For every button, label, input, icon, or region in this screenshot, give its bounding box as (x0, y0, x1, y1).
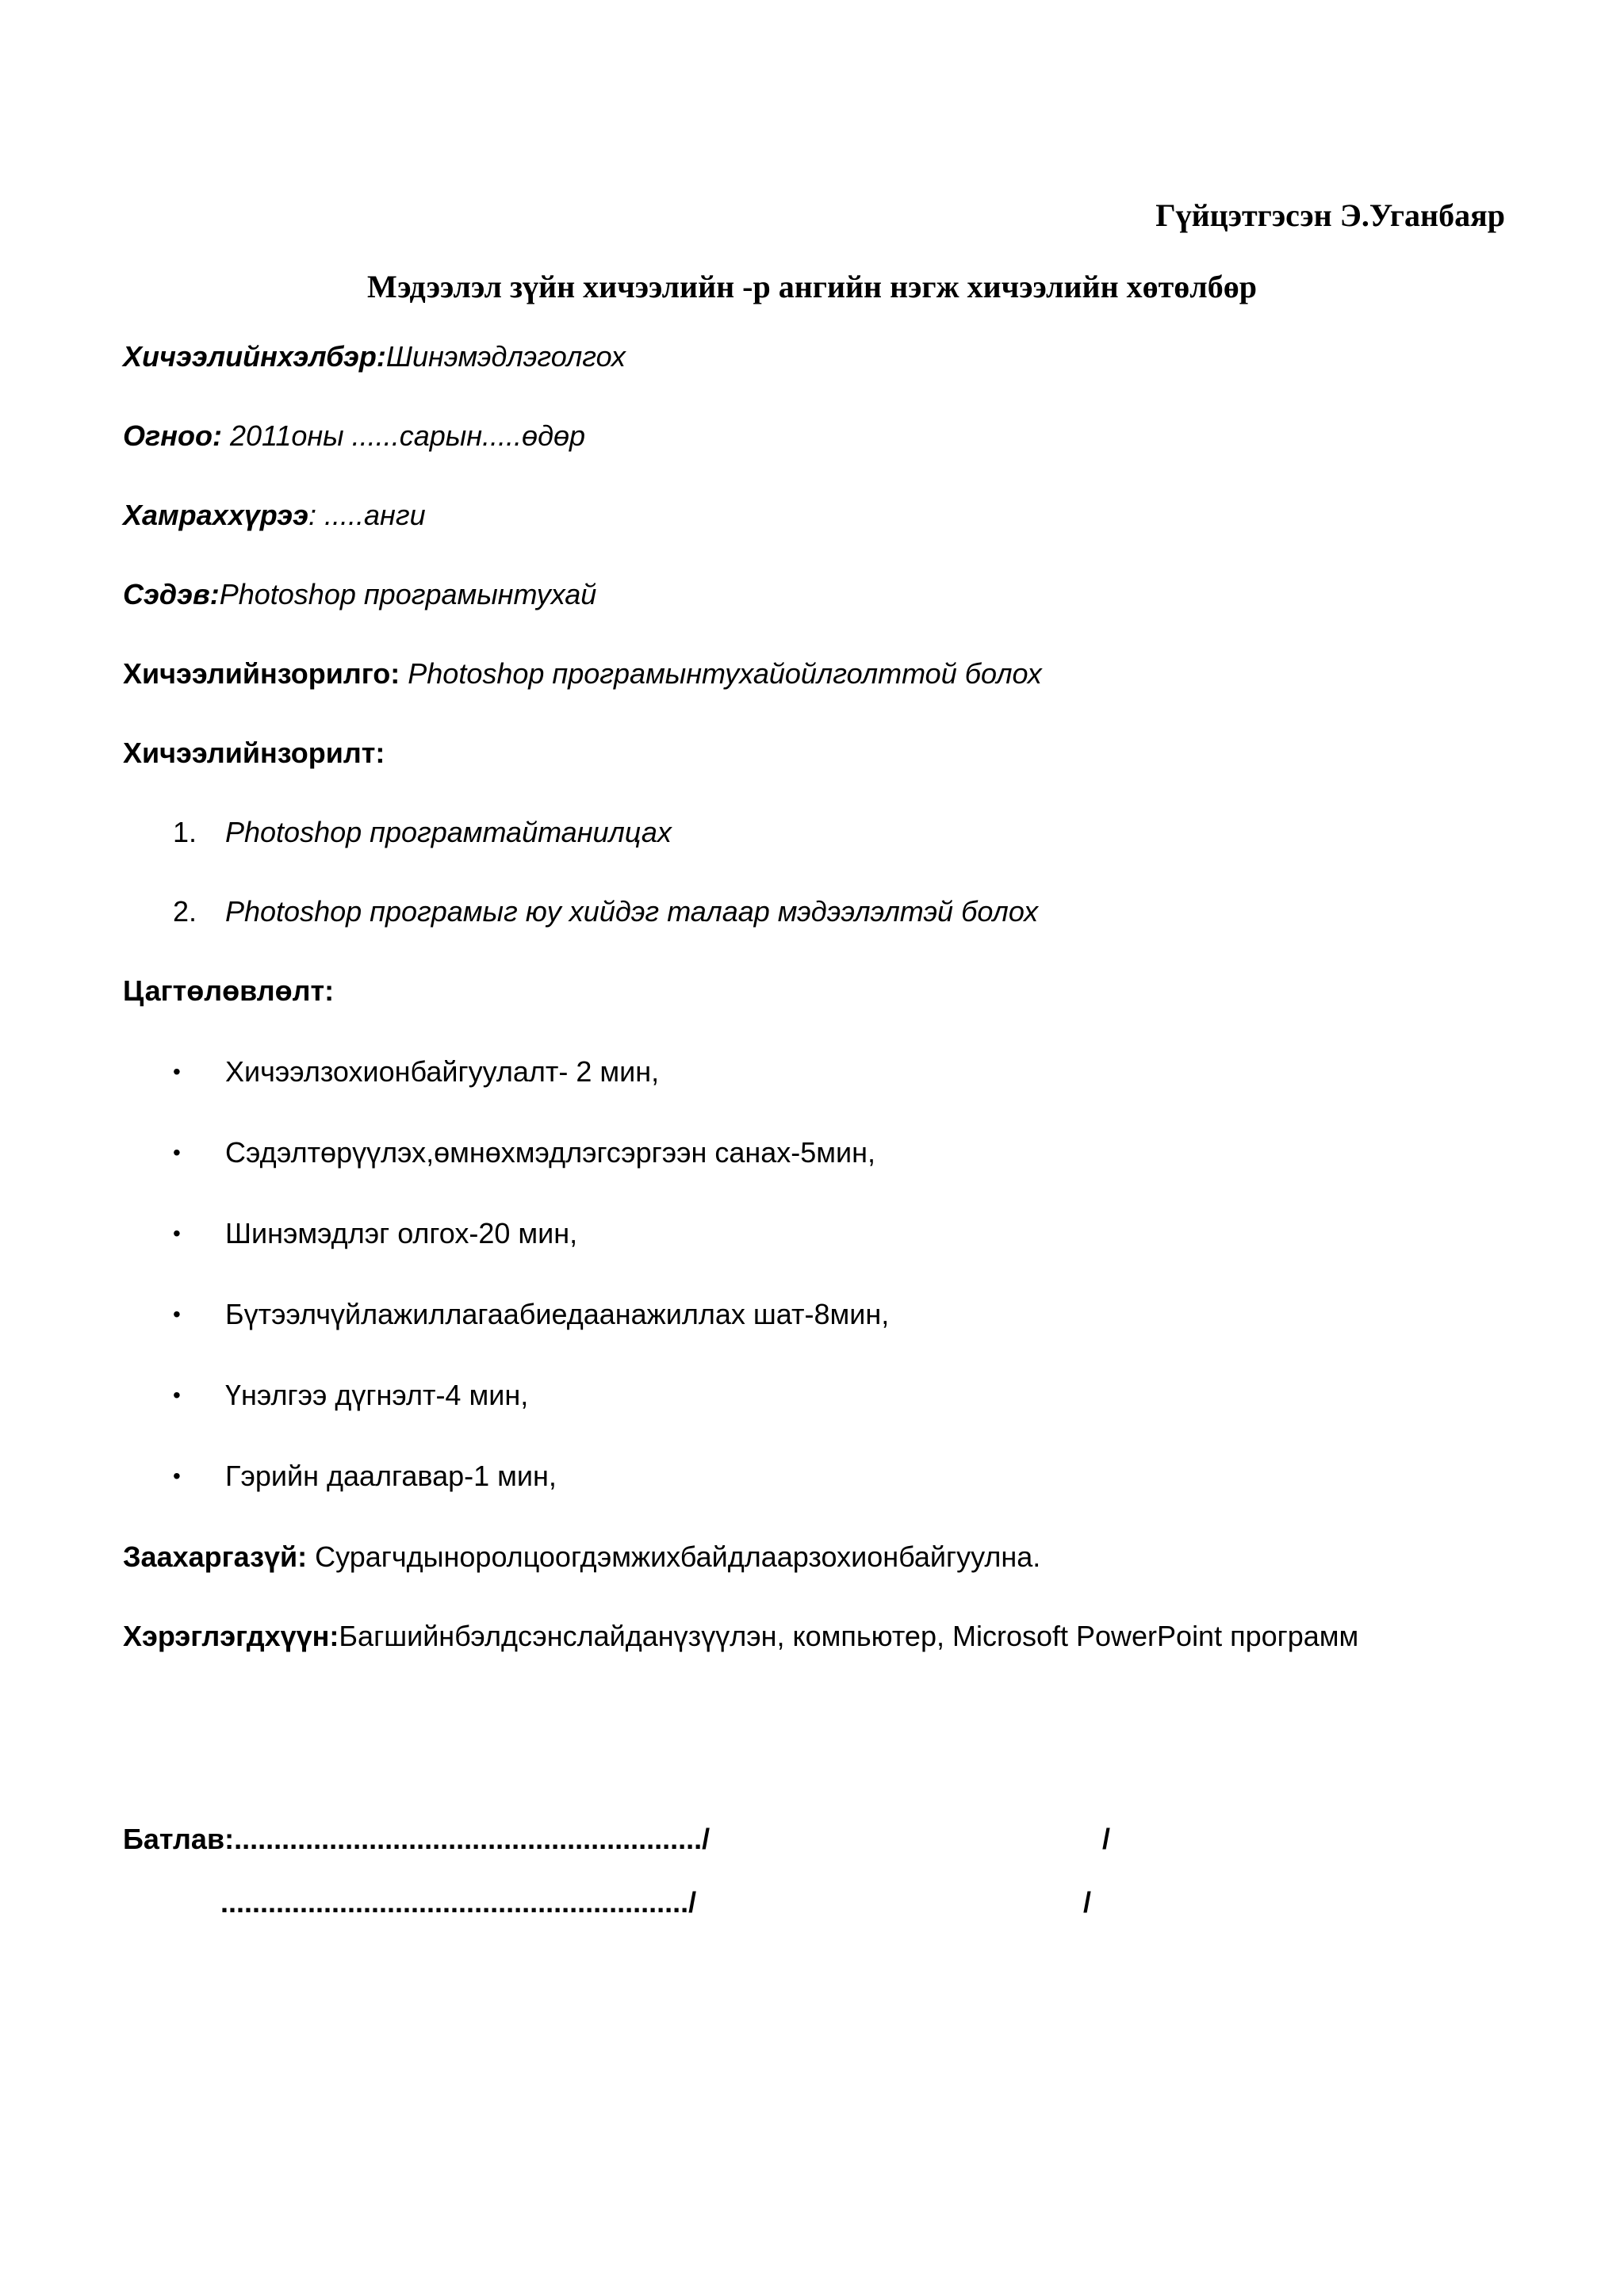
objective-text: Photoshop програмыг юу хийдэг талаар мэдээлэлтэй болох (225, 895, 1039, 928)
objectives-heading: Хичээлийнзорилт: (123, 737, 385, 769)
topic-value: Photoshop програмынтухай (219, 578, 597, 610)
goal-row (123, 656, 1042, 691)
schedule-item (173, 1297, 889, 1332)
bullet-icon: • (173, 1140, 181, 1165)
objective-item (173, 815, 672, 850)
date-row (123, 419, 585, 453)
schedule-item (173, 1054, 659, 1089)
bullet-icon: • (173, 1383, 181, 1407)
schedule-text: Шинэмэдлэг олгох-20 мин, (225, 1217, 578, 1249)
bullet-icon: • (173, 1059, 181, 1084)
approval-signature-line: .........................................................../ (234, 1823, 710, 1855)
coverage-label: Хамраххүрээ (123, 499, 308, 531)
approval-label: Батлав: (123, 1823, 235, 1855)
objective-item (173, 894, 1038, 929)
goal-label: Хичээлийнзорилго: (123, 657, 400, 690)
schedule-text: Үнэлгээ дүгнэлт-4 мин, (225, 1379, 529, 1411)
coverage-row (123, 498, 426, 533)
schedule-item (173, 1216, 577, 1251)
lesson-form-value: Шинэмэдлэголгох (385, 340, 626, 373)
approval-label-line (123, 1822, 710, 1857)
lesson-form-row (123, 339, 626, 374)
bullet-icon: • (173, 1302, 181, 1326)
bullet-icon: • (173, 1221, 181, 1246)
bullet-icon: • (173, 1464, 181, 1488)
schedule-text: Сэдэлтөрүүлэх,өмнөхмэдлэгсэргээн санах-5мин, (225, 1136, 876, 1169)
approval-signature-line-2: .........................................................../ (220, 1886, 697, 1919)
schedule-text: Бүтээлчүйлажиллагаабиедаанажиллах шат-8мин, (225, 1298, 890, 1330)
topic-row (123, 577, 596, 612)
document-title: Мэдээлэл зүйн хичээлийн -р ангийн нэгж хичээлийн хөтөлбөр (367, 269, 1257, 304)
tools-value: Багшийнбэлдсэнслайданүзүүлэн, компьютер, Microsoft PowerPoint программ (339, 1620, 1359, 1652)
coverage-value: : .....анги (308, 499, 426, 531)
guidance-label: Заахаргазүй: (123, 1540, 308, 1573)
schedule-item (173, 1378, 528, 1413)
tools-label: Хэрэглэгдхүүн: (123, 1620, 339, 1652)
schedule-item (173, 1135, 875, 1170)
tools-row (123, 1619, 1358, 1654)
approval-slash-2: / (1083, 1886, 1092, 1919)
objective-number: 1. (173, 816, 197, 848)
goal-value: Photoshop програмынтухайойлголттой болох (400, 657, 1042, 690)
objective-number: 2. (173, 895, 197, 928)
schedule-text: Гэрийн даалгавар-1 мин, (225, 1460, 557, 1492)
schedule-heading: Цагтөлөвлөлт: (123, 974, 335, 1007)
lesson-form-label: Хичээлийнхэлбэр: (123, 340, 386, 373)
schedule-text: Хичээлзохионбайгуулалт- 2 мин, (225, 1055, 660, 1088)
topic-label: Сэдэв: (123, 578, 220, 610)
guidance-row (123, 1540, 1040, 1575)
approval-slash: / (1102, 1823, 1111, 1855)
date-value: 2011оны ......сарын.....өдөр (221, 419, 586, 452)
schedule-item (173, 1459, 557, 1494)
author-name: Гүйцэтгэсэн Э.Уганбаяр (1155, 197, 1505, 233)
date-label: Огноо: (123, 419, 222, 452)
objective-text: Photoshop програмтайтанилцах (225, 816, 672, 848)
guidance-value: Сурагчдыноролцоогдэмжихбайдлаарзохионбайгуулна. (307, 1540, 1041, 1573)
